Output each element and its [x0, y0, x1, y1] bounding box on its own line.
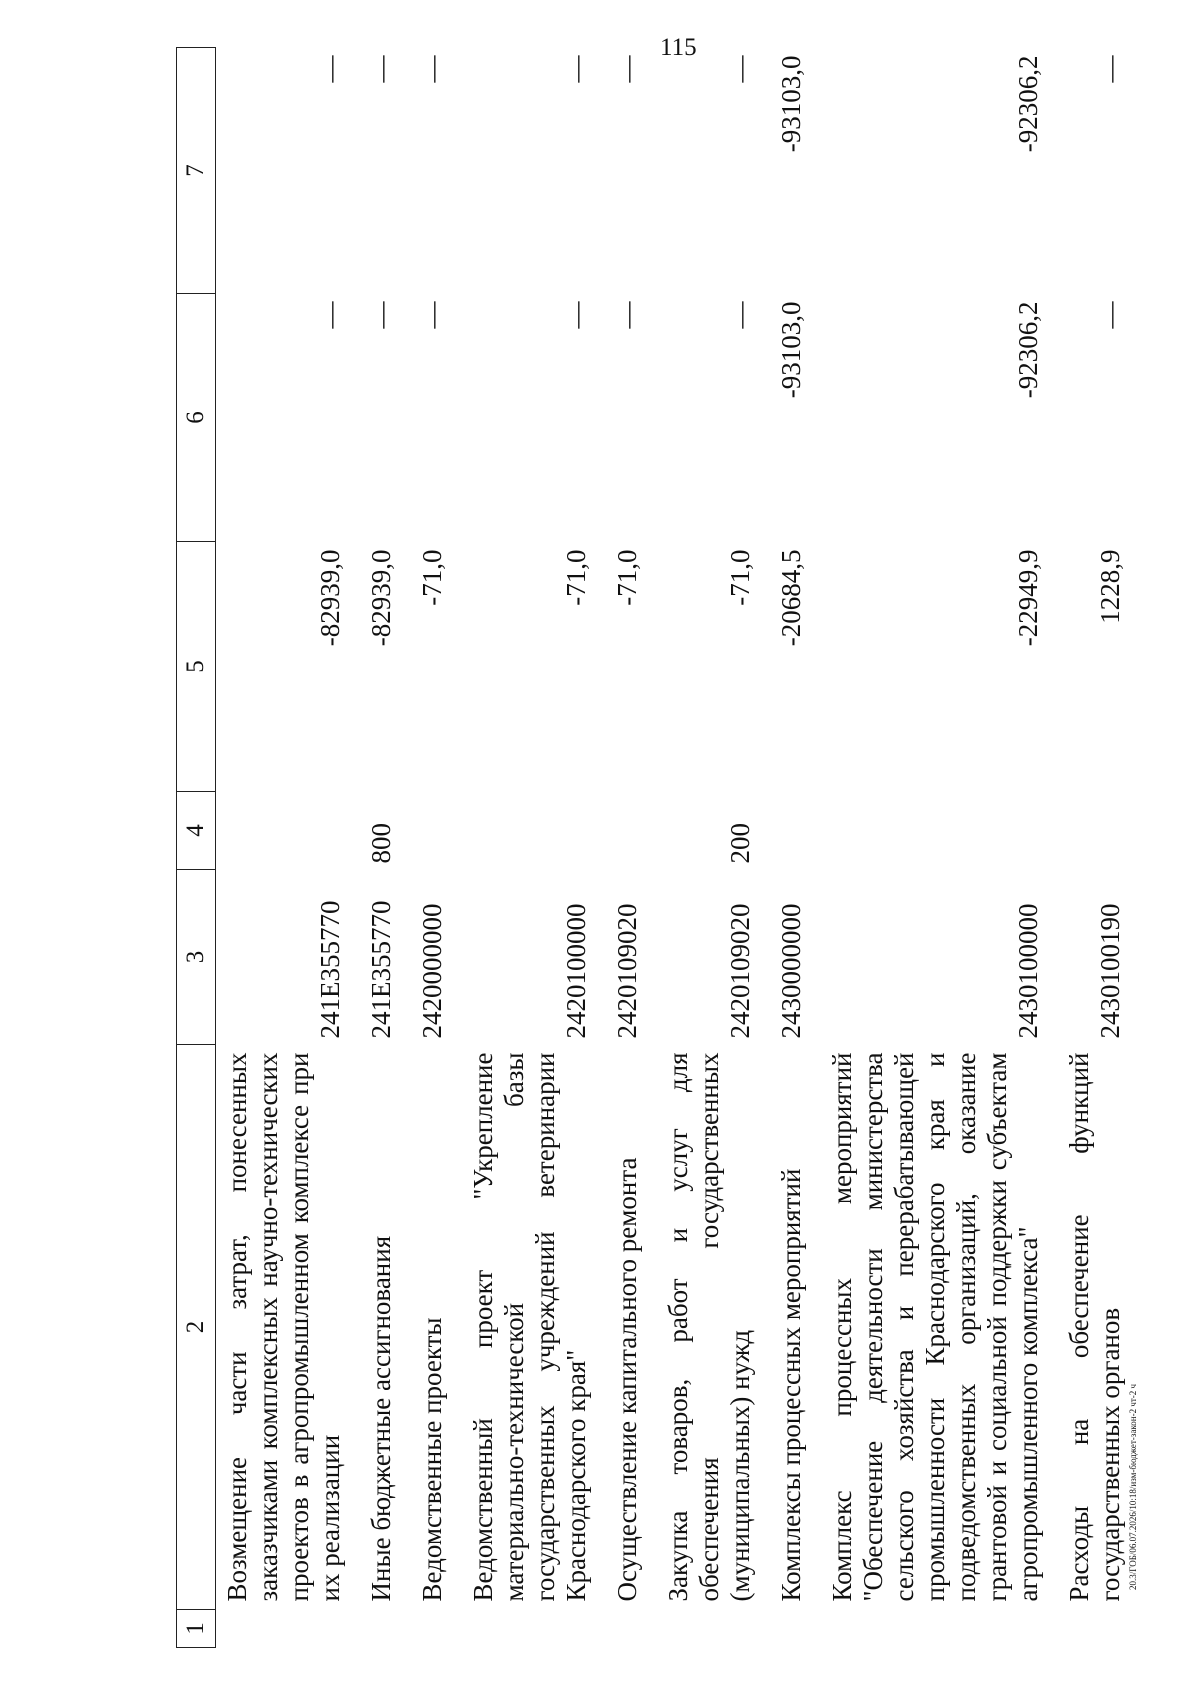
cell-col6: — [366, 301, 396, 329]
cell-group [606, 792, 657, 870]
table-row [216, 48, 361, 1648]
cell-code: 2430000000 [776, 903, 806, 1039]
cell-col5: -71,0 [417, 549, 447, 606]
cell-name: Расходы на обеспечение функций государственных органов [1064, 1052, 1125, 1602]
cell-code: 2420109020 [612, 903, 642, 1039]
cell-col5: -71,0 [561, 549, 591, 606]
cell-col6: -93103,0 [776, 301, 806, 399]
col-header-1: 1 [177, 1610, 216, 1648]
col-header-5: 5 [177, 542, 216, 792]
table-row [821, 48, 1058, 1648]
document-footer-code: 20.3/ГОБ/06.07.2026/10:18/изм-бюджет-закон-2 чт-2 ч [1128, 1383, 1138, 1590]
cell-name: Закупка товаров, работ и услуг для обеспечения государственных (муниципальных) нужд [663, 1052, 755, 1602]
table-row [657, 48, 770, 1648]
cell-col6: — [315, 301, 345, 329]
cell-num [821, 1610, 1058, 1648]
col-header-2: 2 [177, 1045, 216, 1610]
cell-col5: -71,0 [725, 549, 755, 606]
cell-col6: -92306,2 [1013, 301, 1043, 399]
col-header-3: 3 [177, 870, 216, 1045]
page-number: 115 [660, 34, 697, 61]
cell-code: 2430100190 [1095, 903, 1125, 1039]
cell-col5: 1228,9 [1095, 549, 1125, 624]
cell-col7: — [1095, 55, 1125, 83]
cell-col5: -82939,0 [366, 549, 396, 647]
cell-col7: — [612, 55, 642, 83]
cell-num [360, 1610, 411, 1648]
cell-group [821, 792, 1058, 870]
cell-num [411, 1610, 462, 1648]
cell-code: 241Е355770 [315, 900, 345, 1039]
cell-col7: — [417, 55, 447, 83]
cell-num [657, 1610, 770, 1648]
cell-group [1058, 792, 1140, 870]
cell-num [606, 1610, 657, 1648]
cell-code: 2420000000 [417, 903, 447, 1039]
cell-group [462, 792, 606, 870]
rotated-table-container [176, 48, 1140, 1648]
cell-code: 241Е355770 [366, 900, 396, 1039]
cell-col6: — [612, 301, 642, 329]
cell-name: Комплексы процессных мероприятий [776, 1168, 806, 1602]
cell-code: 2420100000 [561, 903, 591, 1039]
cell-group [216, 792, 361, 870]
cell-col5: -22949,9 [1013, 549, 1043, 647]
cell-name: Возмещение части затрат, понесенных заказчиками комплексных научно-технических проектов в агропромышленном комплексе при их реализации [222, 1052, 345, 1602]
table-row [770, 48, 821, 1648]
cell-col7: — [561, 55, 591, 83]
cell-col6: — [561, 301, 591, 329]
cell-col5: -20684,5 [776, 549, 806, 647]
cell-name: Ведомственные проекты [417, 1317, 447, 1602]
header-row [177, 48, 216, 1648]
cell-group [770, 792, 821, 870]
cell-name: Осуществление капитального ремонта [612, 1157, 642, 1602]
cell-name: Иные бюджетные ассигнования [366, 1235, 396, 1602]
cell-col7: -92306,2 [1013, 55, 1043, 153]
cell-num [770, 1610, 821, 1648]
cell-num [1058, 1610, 1140, 1648]
table-row [411, 48, 462, 1648]
cell-col6: — [417, 301, 447, 329]
cell-col7: — [315, 55, 345, 83]
cell-code: 2430100000 [1013, 903, 1043, 1039]
col-header-6: 6 [177, 294, 216, 542]
cell-name: Комплекс процессных мероприятий "Обеспечение деятельности министерства сельского хозяйства и перерабатывающей промышленности Краснодарского края и подведомственных организаций, оказание грантовой и социальной поддержки субъектам агропромышленного комплекса" [827, 1052, 1043, 1602]
cell-group: 800 [366, 823, 396, 864]
cell-code: 2420109020 [725, 903, 755, 1039]
table-row [606, 48, 657, 1648]
budget-table [176, 47, 1140, 1648]
cell-col6: — [1095, 301, 1125, 329]
cell-col5: -71,0 [612, 549, 642, 606]
table-row [360, 48, 411, 1648]
cell-col6: — [725, 301, 755, 329]
cell-num [462, 1610, 606, 1648]
cell-num [216, 1610, 361, 1648]
cell-col7: — [725, 55, 755, 83]
cell-col7: -93103,0 [776, 55, 806, 153]
cell-group: 200 [725, 823, 755, 864]
col-header-4: 4 [177, 792, 216, 870]
cell-group [411, 792, 462, 870]
cell-col7: — [366, 55, 396, 83]
table-row [462, 48, 606, 1648]
cell-col5: -82939,0 [315, 549, 345, 647]
col-header-7: 7 [177, 48, 216, 294]
cell-name: Ведомственный проект "Укрепление материально-технической базы государственных учреждений ветеринарии Краснодарского края" [468, 1052, 591, 1602]
